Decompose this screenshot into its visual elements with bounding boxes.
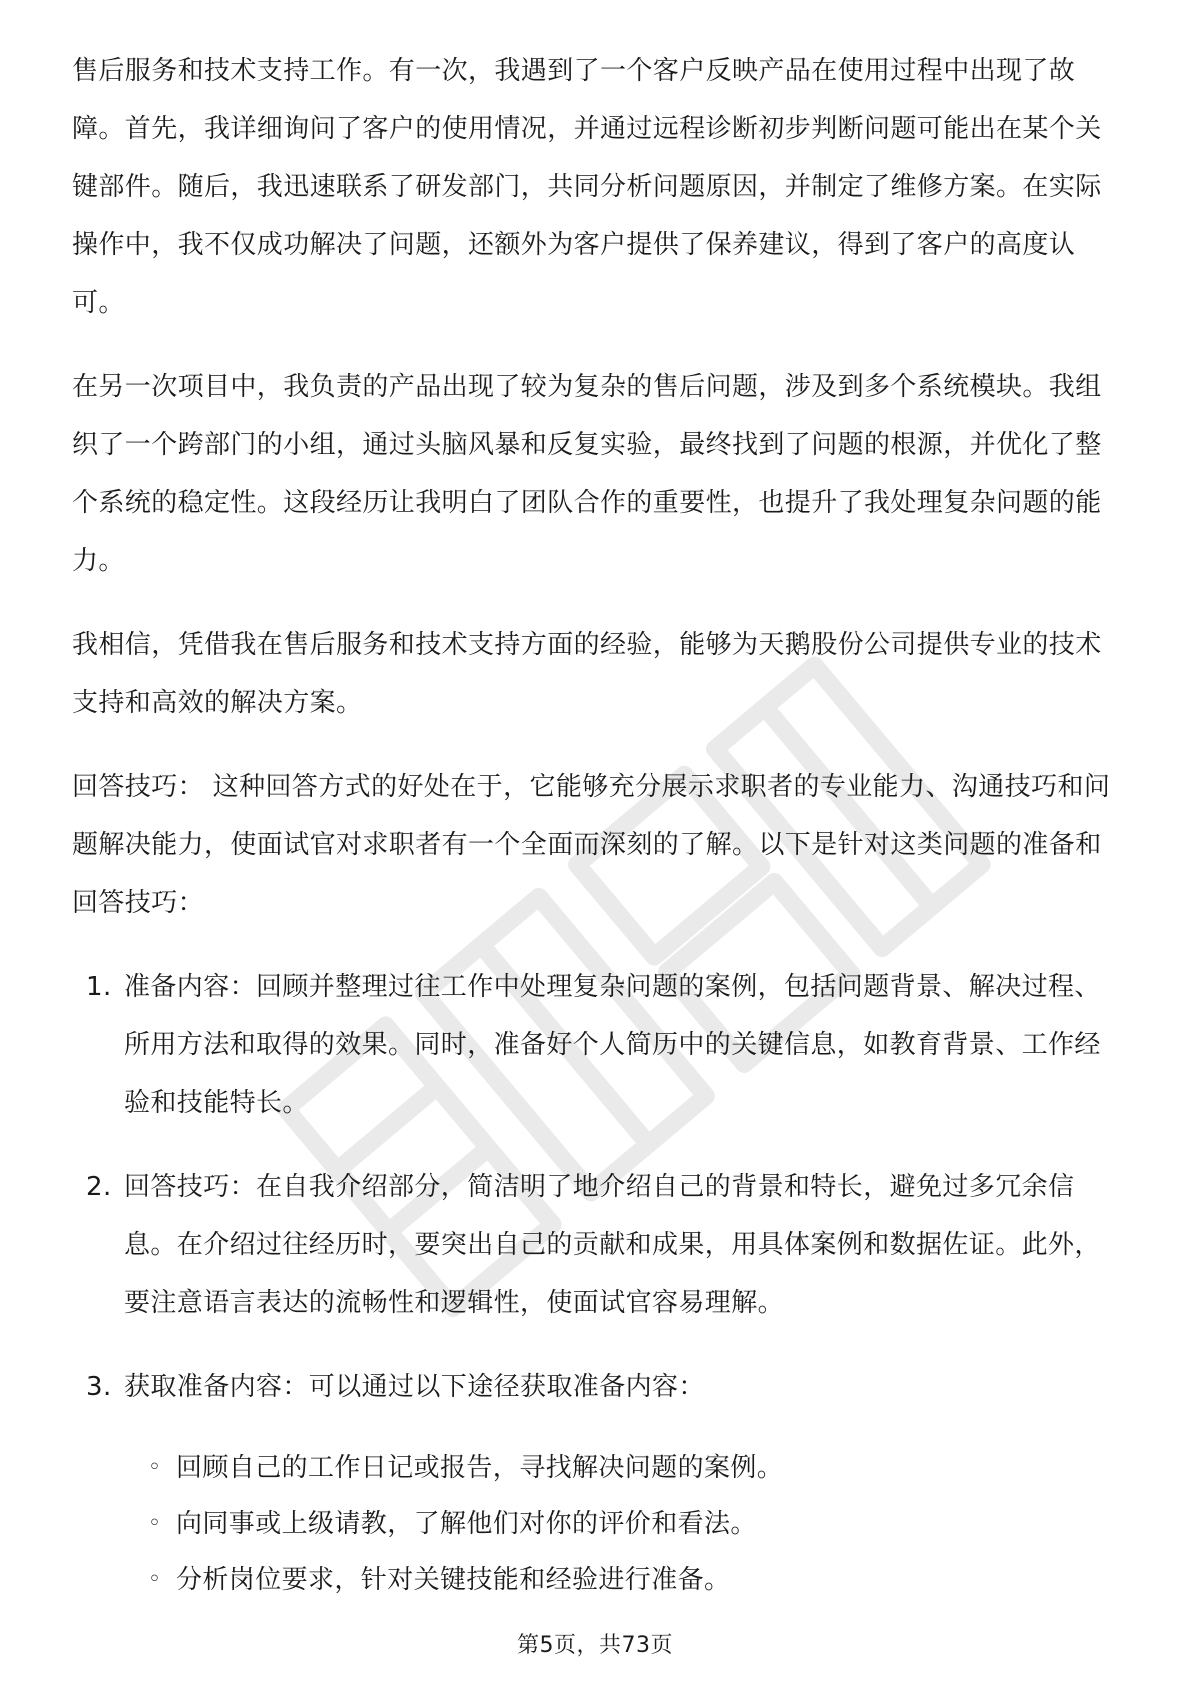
sub-list-item-text: 回顾自己的工作日记或报告，寻找解决问题的案例。 [176, 1453, 784, 1483]
paragraph-conclusion: 我相信，凭借我在售后服务和技术支持方面的经验，能够为天鹅股份公司提供专业的技术支持和高效的解决方案。 [72, 630, 1102, 718]
sub-list-item [72, 1552, 1118, 1608]
sub-list-item [72, 1496, 1118, 1552]
sub-list-item-text: 向同事或上级请教，了解他们对你的评价和看法。 [176, 1509, 757, 1539]
list-number: 1. [86, 972, 112, 1002]
list-item-text: 获取准备内容：可以通过以下途径获取准备内容： [124, 1372, 705, 1402]
sources-bullet-list [72, 1440, 1118, 1608]
list-item-text: 准备内容：回顾并整理过往工作中处理复杂问题的案例，包括问题背景、解决过程、所用方法和取得的效果。同时，准备好个人简历中的关键信息，如教育背景、工作经验和技能特长。 [124, 972, 1101, 1118]
hollow-bullet-icon: ◦ [148, 1511, 162, 1536]
list-item [72, 1158, 1118, 1332]
sub-list-item-text: 分析岗位要求，针对关键技能和经验进行准备。 [176, 1565, 731, 1595]
tips-numbered-list [72, 958, 1118, 1416]
paragraph-experience-1: 售后服务和技术支持工作。有一次，我遇到了一个客户反映产品在使用过程中出现了故障。首先，我详细询问了客户的使用情况，并通过远程诊断初步判断问题可能出在某个关键部件。随后，我迅速联系了研发部门，共同分析问题原因，并制定了维修方案。在实际操作中，我不仅成功解决了问题，还额外为客户提供了保养建议，得到了客户的高度认可。 [72, 56, 1102, 318]
paragraph-answer-tips: 回答技巧： 这种回答方式的好处在于，它能够充分展示求职者的专业能力、沟通技巧和问题解决能力，使面试官对求职者有一个全面而深刻的了解。以下是针对这类问题的准备和回答技巧： [72, 772, 1111, 918]
list-item [72, 958, 1118, 1132]
hollow-bullet-icon: ◦ [148, 1567, 162, 1592]
list-number: 3. [86, 1372, 112, 1402]
page-number-footer: 第5页，共73页 [517, 1633, 673, 1658]
list-number: 2. [86, 1172, 112, 1202]
sub-list-item [72, 1440, 1118, 1496]
document-body [72, 42, 1118, 1608]
hollow-bullet-icon: ◦ [148, 1455, 162, 1480]
list-item [72, 1358, 1118, 1416]
paragraph-experience-2: 在另一次项目中，我负责的产品出现了较为复杂的售后问题，涉及到多个系统模块。我组织了一个跨部门的小组，通过头脑风暴和反复实验，最终找到了问题的根源，并优化了整个系统的稳定性。这段经历让我明白了团队合作的重要性，也提升了我处理复杂问题的能力。 [72, 372, 1102, 576]
list-item-text: 回答技巧：在自我介绍部分，简洁明了地介绍自己的背景和特长，避免过多冗余信息。在介绍过往经历时，要突出自己的贡献和成果，用具体案例和数据佐证。此外，要注意语言表达的流畅性和逻辑性，使面试官容易理解。 [124, 1172, 1101, 1318]
